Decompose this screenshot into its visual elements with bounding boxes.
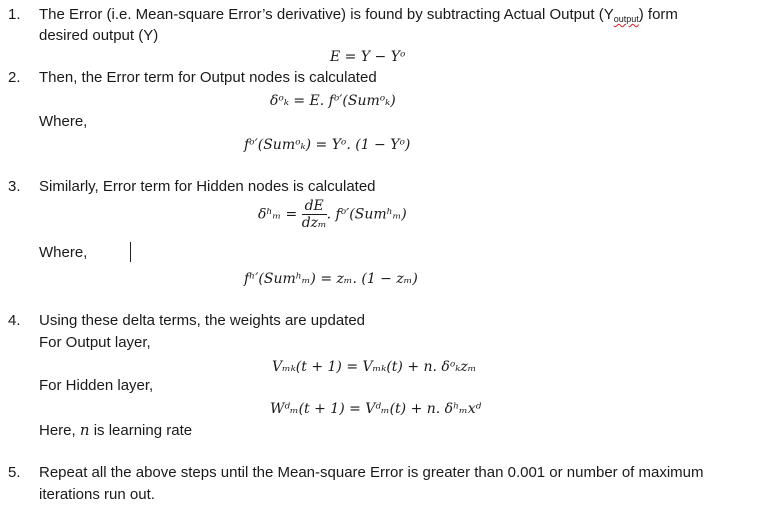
fraction-denominator: dzₘ — [301, 215, 327, 231]
step-3-number: 3. — [8, 178, 21, 195]
step-4-hidden-layer-label: For Hidden layer, — [39, 377, 154, 394]
step-5-text: Repeat all the above steps until the Mean-square Error is greater than 0.001 or number of maximum — [39, 464, 704, 481]
step-2-where: Where, — [39, 113, 88, 130]
step-1-number: 1. — [8, 6, 21, 23]
text-cursor — [130, 242, 131, 262]
step-3-equation-rhs: . fᵒ′(Sumʰₘ) — [326, 206, 407, 223]
step-5-text-line2: iterations run out. — [39, 486, 155, 503]
note-pre: Here, — [39, 422, 80, 439]
step-2-equation: δᵒₖ = E. fᵒ′(Sumᵒₖ) — [270, 93, 396, 109]
note-var: n — [79, 421, 90, 439]
step-4-number: 4. — [8, 312, 21, 329]
step-3-equation-lhs: δʰₘ = — [258, 206, 298, 223]
step-1-text-post: ) form — [638, 6, 678, 23]
step-1-subscript-output: output — [613, 14, 639, 24]
step-1-text-pre: The Error (i.e. Mean-square Error’s derivative) is found by subtracting Actual Output (Y — [39, 6, 614, 23]
step-3-where: Where, — [39, 244, 88, 261]
step-1-equation: E = Y − Yᵒ — [330, 49, 406, 65]
step-4-output-layer-label: For Output layer, — [39, 334, 151, 351]
note-post: is learning rate — [89, 422, 193, 439]
step-2-text: Then, the Error term for Output nodes is calculated — [39, 69, 377, 86]
step-4-equation-output: Vₘₖ(t + 1) = Vₘₖ(t) + n. δᵒₖzₘ — [272, 359, 477, 375]
step-1-text-line2: desired output (Y) — [39, 27, 159, 44]
step-3-equation-2: fʰ′(Sumʰₘ) = zₘ. (1 − zₘ) — [244, 271, 418, 287]
step-5-number: 5. — [8, 464, 21, 481]
step-4-learning-rate-note — [39, 421, 192, 440]
step-4-text: Using these delta terms, the weights are updated — [39, 312, 366, 329]
fraction-numerator: dE — [302, 198, 327, 215]
fraction — [302, 198, 327, 231]
step-4-equation-hidden: Wᵈₘ(t + 1) = Vᵈₘ(t) + n. δʰₘxᵈ — [270, 401, 482, 417]
step-3-text: Similarly, Error term for Hidden nodes is calculated — [39, 178, 376, 195]
step-1-text — [39, 6, 678, 25]
step-2-number: 2. — [8, 69, 21, 86]
step-3-equation — [258, 198, 407, 231]
step-2-equation-2: fᵒ′(Sumᵒₖ) = Yᵒ. (1 − Yᵒ) — [244, 137, 411, 153]
